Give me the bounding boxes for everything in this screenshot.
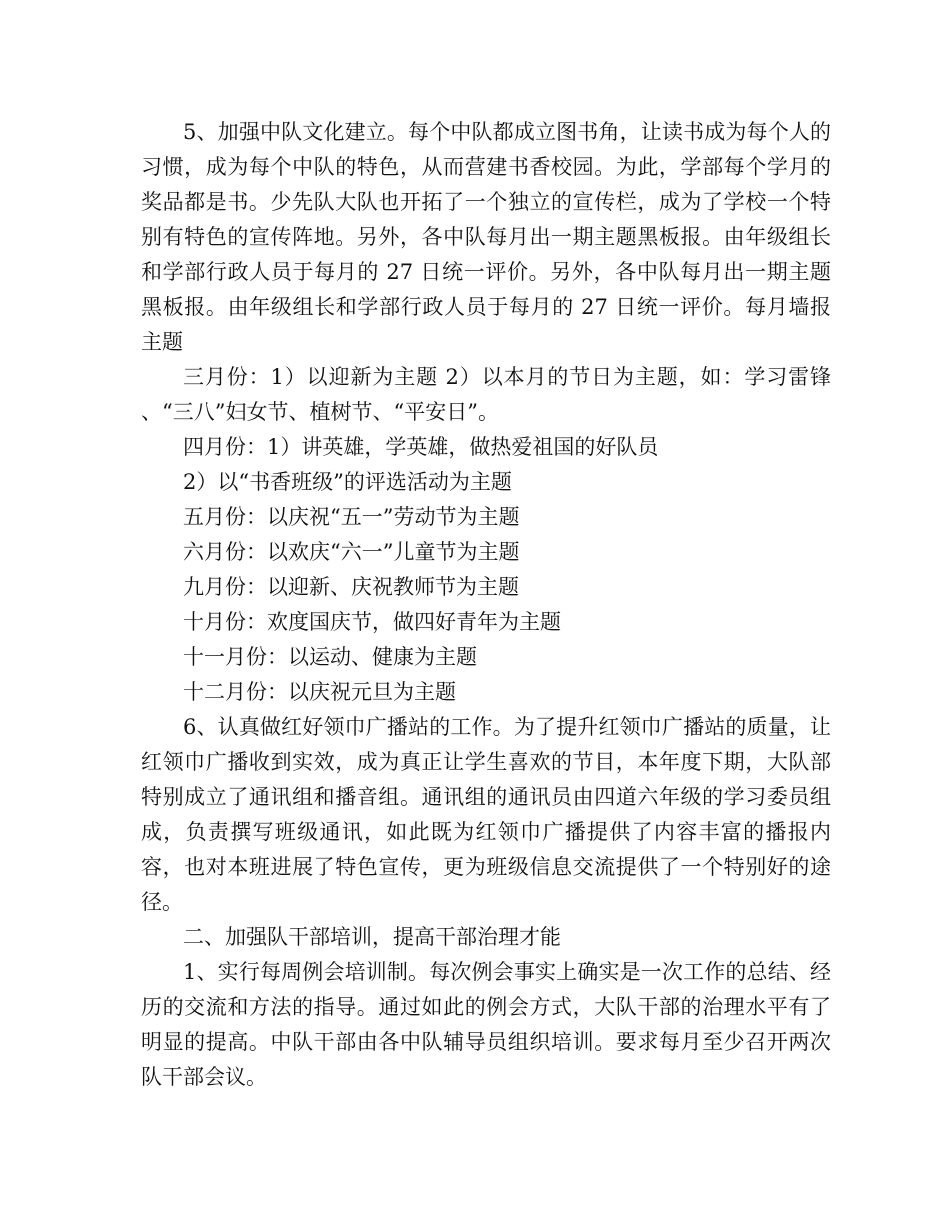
paragraph-march-theme: 三月份：1）以迎新为主题 2）以本月的节日为主题，如：学习雷锋 、“三八”妇女节、植树节、“平安日”。: [141, 365, 831, 424]
paragraph-june-theme: 六月份：以欢庆“六一”儿童节为主题: [183, 540, 520, 564]
document-body: [141, 115, 831, 1095]
paragraph-weekly-meeting: 1、实行每周例会培训制。每次例会事实上确实是一次工作的总结、经历的交流和方法的指导。通过如此的例会方式，大队干部的治理水平有了明显的提高。中队干部由各中队辅导员组织培训。要求每月至少召开两次队干部会议。: [141, 960, 831, 1089]
paragraph-class-culture: 5、加强中队文化建立。每个中队都成立图书角，让读书成为每个人的习惯，成为每个中队的特色，从而营建书香校园。为此，学部每个学月的奖品都是书。少先队大队也开拓了一个独立的宣传栏，成为了学校一个特别有特色的宣传阵地。另外，各中队每月出一期主题黑板报。由年级组长和学部行政人员于每月的 27 日统一评价。另外，各中队每月出一期主题黑板报。由年级组长和学部行政人员于每月的 27 日统一评价。每月墙报主题: [141, 120, 831, 354]
paragraph-december-theme: 十二月份：以庆祝元旦为主题: [183, 680, 456, 704]
paragraph-september-theme: 九月份：以迎新、庆祝教师节为主题: [183, 575, 519, 599]
paragraph-broadcast-station: 6、认真做红好领巾广播站的工作。为了提升红领巾广播站的质量，让红领巾广播收到实效，成为真正让学生喜欢的节目，本年度下期，大队部特别成立了通讯组和播音组。通讯组的通讯员由四道六年级的学习委员组成，负责撰写班级通讯，如此既为红领巾广播提供了内容丰富的播报内容，也对本班进展了特色宣传，更为班级信息交流提供了一个特别好的途径。: [141, 715, 831, 914]
paragraph-october-theme: 十月份：欢度国庆节，做四好青年为主题: [183, 610, 561, 634]
paragraph-april-theme: 四月份：1）讲英雄，学英雄，做热爱祖国的好队员: [183, 435, 659, 459]
paragraph-may-theme: 五月份：以庆祝“五一”劳动节为主题: [183, 505, 520, 529]
paragraph-april-theme-2: 2）以“书香班级”的评选活动为主题: [183, 470, 512, 494]
paragraph-november-theme: 十一月份：以运动、健康为主题: [183, 645, 477, 669]
section-heading-cadre-training: 二、加强队干部培训，提高干部治理才能: [183, 925, 561, 949]
